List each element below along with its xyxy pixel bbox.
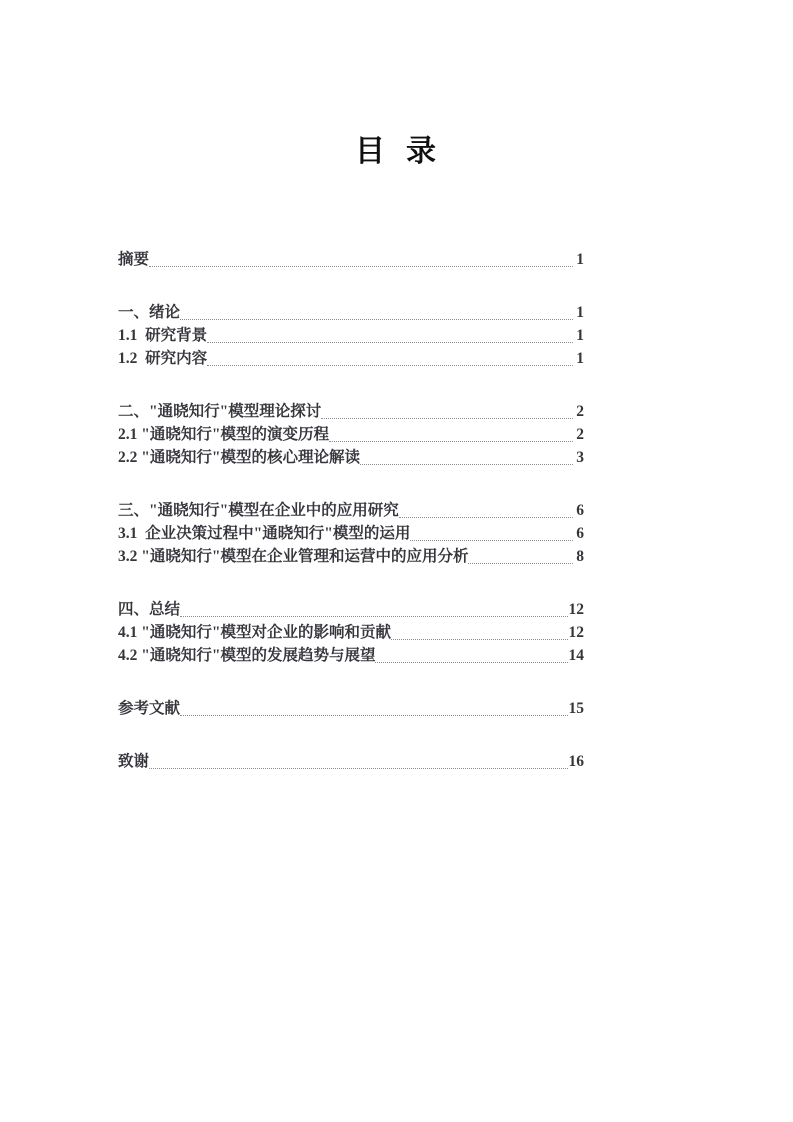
toc-entry-label: 4.2 "通晓知行"模型的发展趋势与展望 xyxy=(118,647,376,664)
toc-group xyxy=(118,400,584,469)
toc-group xyxy=(118,301,584,370)
toc-entry-page-number: 2 xyxy=(576,403,584,420)
toc-entry[interactable] xyxy=(118,248,584,271)
toc-entry-label: 3.1 企业决策过程中"通晓知行"模型的运用 xyxy=(118,525,411,542)
toc-entry-page-number: 2 xyxy=(576,426,584,443)
toc-dot-leader xyxy=(360,464,573,465)
toc-entry[interactable] xyxy=(118,697,584,720)
toc-entry-page-number: 6 xyxy=(576,502,584,519)
toc-entry[interactable] xyxy=(118,545,584,568)
toc-entry[interactable] xyxy=(118,644,584,667)
toc-entry-page-number: 14 xyxy=(568,647,584,664)
toc-dot-leader xyxy=(329,441,573,442)
toc-entry-label: 2.1 "通晓知行"模型的演变历程 xyxy=(118,426,329,443)
toc-group xyxy=(118,697,584,720)
toc-entry-label: 4.1 "通晓知行"模型对企业的影响和贡献 xyxy=(118,624,391,641)
toc-dot-leader xyxy=(391,639,568,640)
toc-entry[interactable] xyxy=(118,446,584,469)
toc-entry-label: 二、"通晓知行"模型理论探讨 xyxy=(118,403,322,420)
toc-entry-page-number: 16 xyxy=(568,753,584,770)
toc-dot-leader xyxy=(399,517,573,518)
toc-entry-label: 1.2 研究内容 xyxy=(118,350,208,367)
toc-entry[interactable] xyxy=(118,750,584,773)
toc-entry-page-number: 12 xyxy=(568,601,584,618)
toc-entry-page-number: 15 xyxy=(568,700,584,717)
toc-entry-label: 参考文献 xyxy=(118,700,181,717)
page-title: 目 录 xyxy=(355,135,438,168)
toc-entry-label: 1.1 研究背景 xyxy=(118,327,208,344)
toc-group xyxy=(118,598,584,667)
toc-entry-page-number: 6 xyxy=(576,525,584,542)
toc-entry-page-number: 1 xyxy=(576,251,584,268)
toc-dot-leader xyxy=(207,365,573,366)
toc-dot-leader xyxy=(149,768,567,769)
toc-dot-leader xyxy=(375,662,567,663)
toc-entry-page-number: 1 xyxy=(576,350,584,367)
toc-dot-leader xyxy=(207,342,573,343)
toc-entry[interactable] xyxy=(118,301,584,324)
toc-dot-leader xyxy=(149,266,573,267)
toc-entry-page-number: 3 xyxy=(576,449,584,466)
toc-entry[interactable] xyxy=(118,522,584,545)
toc-entry-page-number: 12 xyxy=(568,624,584,641)
toc-entry-label: 2.2 "通晓知行"模型的核心理论解读 xyxy=(118,449,360,466)
toc-entry-label: 一、绪论 xyxy=(118,304,181,321)
toc-entry-label: 3.2 "通晓知行"模型在企业管理和运营中的应用分析 xyxy=(118,548,469,565)
toc-entry[interactable] xyxy=(118,400,584,423)
toc-entry-label: 摘要 xyxy=(118,251,150,268)
toc-dot-leader xyxy=(180,616,567,617)
toc-entry[interactable] xyxy=(118,598,584,621)
toc-entry-page-number: 1 xyxy=(576,304,584,321)
toc-entry-label: 四、总结 xyxy=(118,601,181,618)
toc-dot-leader xyxy=(180,715,567,716)
toc-dot-leader xyxy=(468,563,573,564)
toc-entry-page-number: 1 xyxy=(576,327,584,344)
toc-entry[interactable] xyxy=(118,347,584,370)
toc-entry[interactable] xyxy=(118,499,584,522)
toc-entry-label: 三、"通晓知行"模型在企业中的应用研究 xyxy=(118,502,399,519)
toc-dot-leader xyxy=(321,418,573,419)
toc-entry-page-number: 8 xyxy=(576,548,584,565)
toc-entry-label: 致谢 xyxy=(118,753,150,770)
toc-entry[interactable] xyxy=(118,324,584,347)
toc-group xyxy=(118,750,584,773)
toc-entry[interactable] xyxy=(118,621,584,644)
toc-group xyxy=(118,499,584,568)
toc-dot-leader xyxy=(410,540,573,541)
toc-entry[interactable] xyxy=(118,423,584,446)
toc-group xyxy=(118,248,584,271)
toc-dot-leader xyxy=(180,319,573,320)
table-of-contents xyxy=(118,248,584,773)
